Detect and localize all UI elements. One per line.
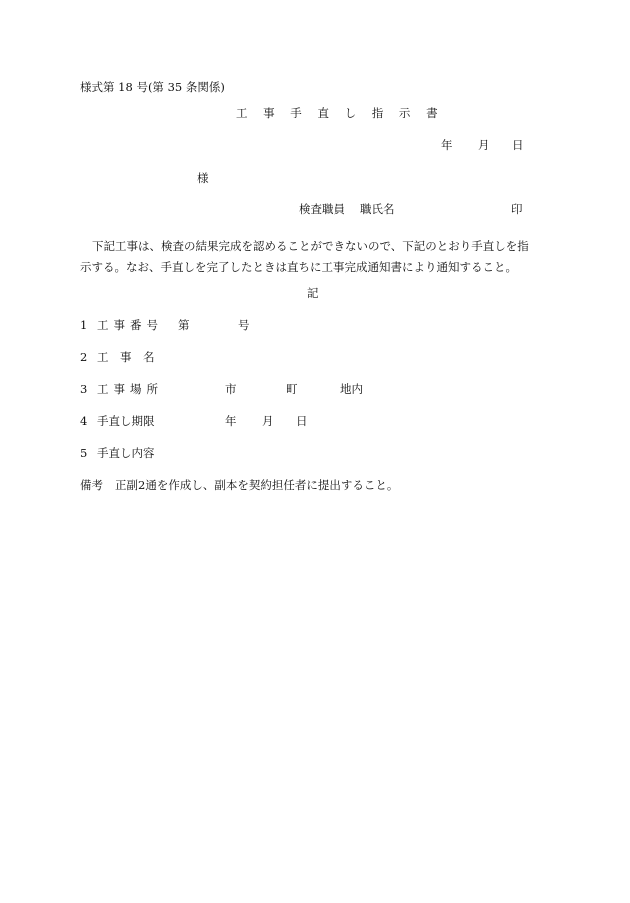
item-number: 3 <box>80 382 88 396</box>
item-area-label: 地内 <box>340 382 363 396</box>
item-number: 4 <box>80 414 88 428</box>
item-year-label: 年 <box>225 414 237 428</box>
seal-mark: 印 <box>511 202 523 216</box>
item-dai-label: 第 <box>178 318 190 332</box>
date-day-label: 日 <box>512 138 524 152</box>
ki-heading: 記 <box>307 286 319 300</box>
remarks-text: 正副2通を作成し、副本を契約担任者に提出すること。 <box>115 478 399 492</box>
item-town-label: 町 <box>286 382 298 396</box>
item-month-label: 月 <box>262 414 274 428</box>
item-number: 5 <box>80 446 88 460</box>
instruction-body-text: 下記工事は、検査の結果完成を認めることができないので、下記のとおり手直しを指示する。なお、手直しを完了したときは直ちに工事完成通知書により通知すること。 <box>80 239 529 274</box>
date-year-label: 年 <box>441 138 453 152</box>
item-number: 2 <box>80 350 88 364</box>
inspector-label: 検査職員 <box>299 202 345 216</box>
item-day-label: 日 <box>296 414 308 428</box>
remarks-label: 備考 <box>80 478 103 492</box>
item-label-construction-name: 工 事 名 <box>97 350 155 364</box>
addressee-honorific: 様 <box>197 171 209 185</box>
item-label-construction-number: 工事番号 <box>97 318 163 332</box>
item-label-correction-content: 手直し内容 <box>97 446 155 460</box>
inspector-name-label: 職氏名 <box>360 202 395 216</box>
item-city-label: 市 <box>225 382 237 396</box>
item-label-construction-location: 工事場所 <box>97 382 163 396</box>
document-title: 工 事 手 直 し 指 示 書 <box>236 106 444 120</box>
item-gou-label: 号 <box>238 318 250 332</box>
item-number: 1 <box>80 318 88 332</box>
item-label-correction-deadline: 手直し期限 <box>97 414 155 428</box>
form-number-label: 様式第 18 号(第 35 条関係) <box>80 80 225 94</box>
date-month-label: 月 <box>478 138 490 152</box>
